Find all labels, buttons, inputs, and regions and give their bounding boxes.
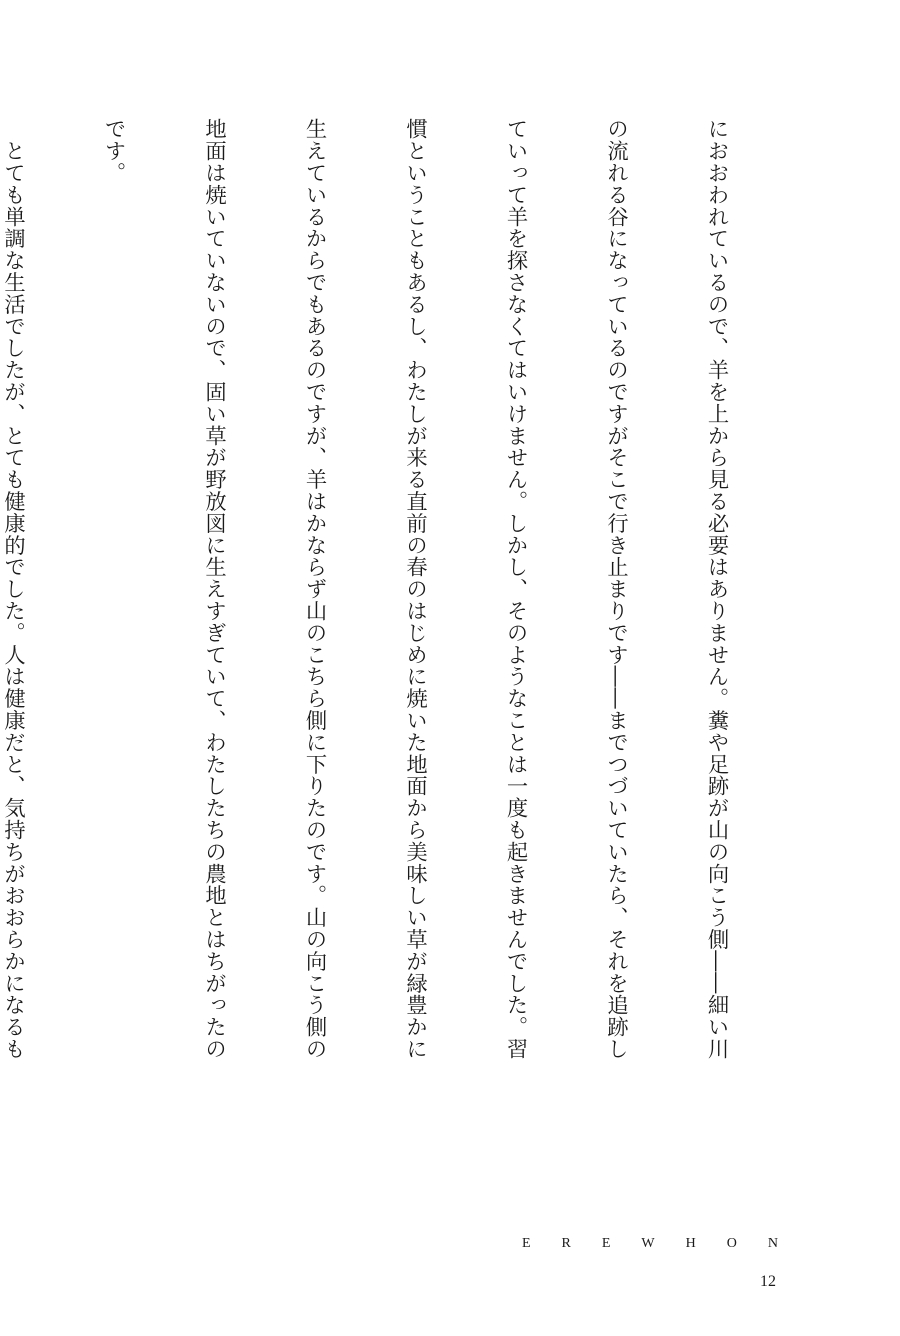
text-line: 生えているからでもあるのですが、羊はかならず山のこちら側に下りたのです。山の向こう側の bbox=[302, 118, 327, 1060]
running-head-letter: R bbox=[561, 1236, 571, 1251]
page-number: 12 bbox=[760, 1273, 776, 1290]
text-line: におおわれているので、羊を上から見る必要はありません。糞や足跡が山の向こう側――細い川 bbox=[704, 118, 729, 1060]
text-line: 地面は焼いていないので、固い草が野放図に生えすぎていて、わたしたちの農地とはちがったの bbox=[201, 118, 227, 1060]
text-line: ていって羊を探さなくてはいけません。しかし、そのようなことは一度も起きませんでした。習 bbox=[503, 118, 528, 1060]
body-text bbox=[0, 118, 800, 1078]
text-line: です。 bbox=[101, 118, 126, 184]
running-head-letter: N bbox=[767, 1236, 778, 1251]
running-head bbox=[522, 1236, 778, 1252]
running-head-letter: O bbox=[726, 1236, 737, 1251]
text-line: とても単調な生活でしたが、とても健康的でした。人は健康だと、気持ちがおおらかになるも bbox=[0, 118, 26, 1060]
running-head-letter: E bbox=[522, 1236, 531, 1251]
running-head-letter: H bbox=[685, 1236, 696, 1251]
text-line: の流れる谷になっているのですがそこで行き止まりです――までつづいていたら、それを追跡し bbox=[603, 118, 629, 1060]
running-head-letter: E bbox=[601, 1236, 611, 1251]
running-head-letter: W bbox=[641, 1236, 655, 1251]
text-line: 慣ということもあるし、わたしが来る直前の春のはじめに焼いた地面から美味しい草が緑豊かに bbox=[402, 118, 428, 1060]
